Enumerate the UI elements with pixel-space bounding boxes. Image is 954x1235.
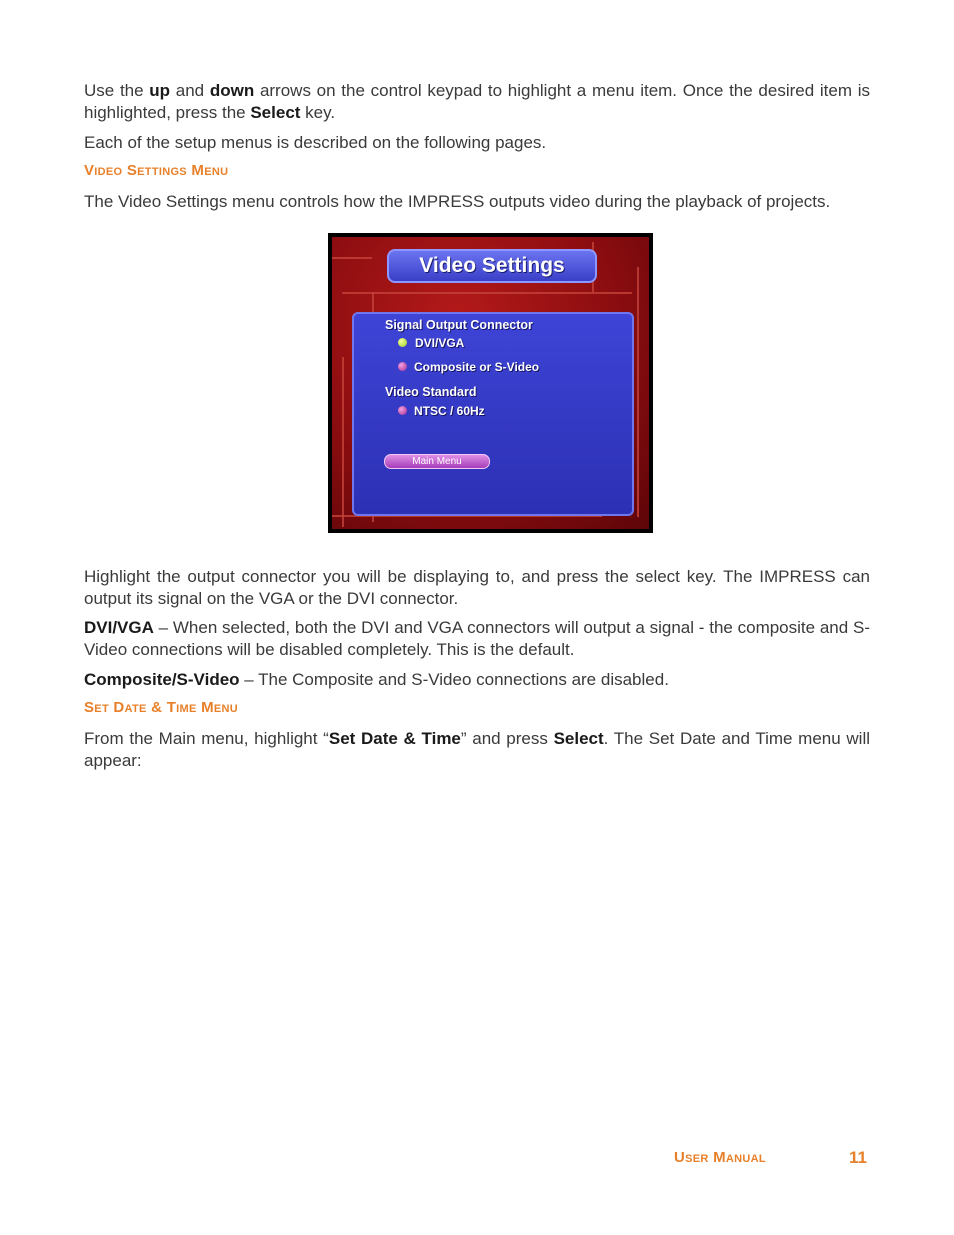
option-composite: Composite or S-Video: [414, 360, 540, 374]
text-run: . The Set Date and Time menu will appear:: [84, 729, 870, 770]
text-run: arrows on the control keypad to highlight a menu item. Once the desired item is highlighted, press the: [84, 81, 870, 122]
intro-paragraph-2: Each of the setup menus is described on the following pages.: [84, 133, 547, 152]
signal-output-label: Signal Output Connector: [385, 318, 533, 332]
radio-selected-icon: [398, 338, 407, 347]
bold-select: Select: [250, 103, 301, 122]
set-date-time-paragraph: [84, 728, 870, 772]
composite-term: Composite/S-Video: [84, 670, 240, 689]
composite-paragraph: [84, 669, 870, 691]
dvi-vga-description: – When selected, both the DVI and VGA connectors will output a signal - the composite and S-Video connections will be disabled completely. This is the default.: [84, 618, 870, 659]
composite-description: – The Composite and S-Video connections are disabled.: [239, 670, 669, 689]
footer-title: User Manual: [674, 1149, 766, 1166]
text-run: and: [170, 81, 210, 100]
text-run: Use the: [84, 81, 150, 100]
video-settings-heading: Video Settings Menu: [84, 162, 229, 179]
text-run: ” and press: [460, 729, 554, 748]
video-settings-screenshot: [328, 233, 653, 533]
main-menu-button: Main Menu: [384, 454, 490, 469]
option-dvi-vga: DVI/VGA: [415, 336, 465, 350]
radio-unselected-icon: [398, 362, 407, 371]
bold-set-date-time: Set Date & Time: [328, 729, 461, 748]
page-number: 11: [849, 1148, 867, 1167]
radio-unselected-icon: [398, 406, 407, 415]
set-date-time-heading: Set Date & Time Menu: [84, 699, 239, 716]
output-connector-paragraph: Highlight the output connector you will be displaying to, and press the select key. The IMPRESS can output its signal on the VGA or the DVI connector.: [84, 567, 870, 608]
option-ntsc: NTSC / 60Hz: [414, 404, 485, 418]
screenshot-title: Video Settings: [387, 249, 597, 283]
dvi-vga-term: DVI/VGA: [84, 618, 154, 637]
dvi-vga-paragraph: [84, 617, 870, 661]
video-standard-label: Video Standard: [385, 385, 477, 399]
text-run: key.: [300, 103, 336, 122]
screenshot-screen: [332, 237, 649, 529]
video-settings-description: The Video Settings menu controls how the IMPRESS outputs video during the playback of projects.: [84, 192, 831, 211]
text-run: From the Main menu, highlight “: [84, 729, 329, 748]
bold-select: Select: [553, 729, 604, 748]
bold-up: up: [149, 81, 171, 100]
settings-panel: [352, 312, 634, 516]
intro-paragraph: [84, 80, 870, 124]
bold-down: down: [209, 81, 255, 100]
